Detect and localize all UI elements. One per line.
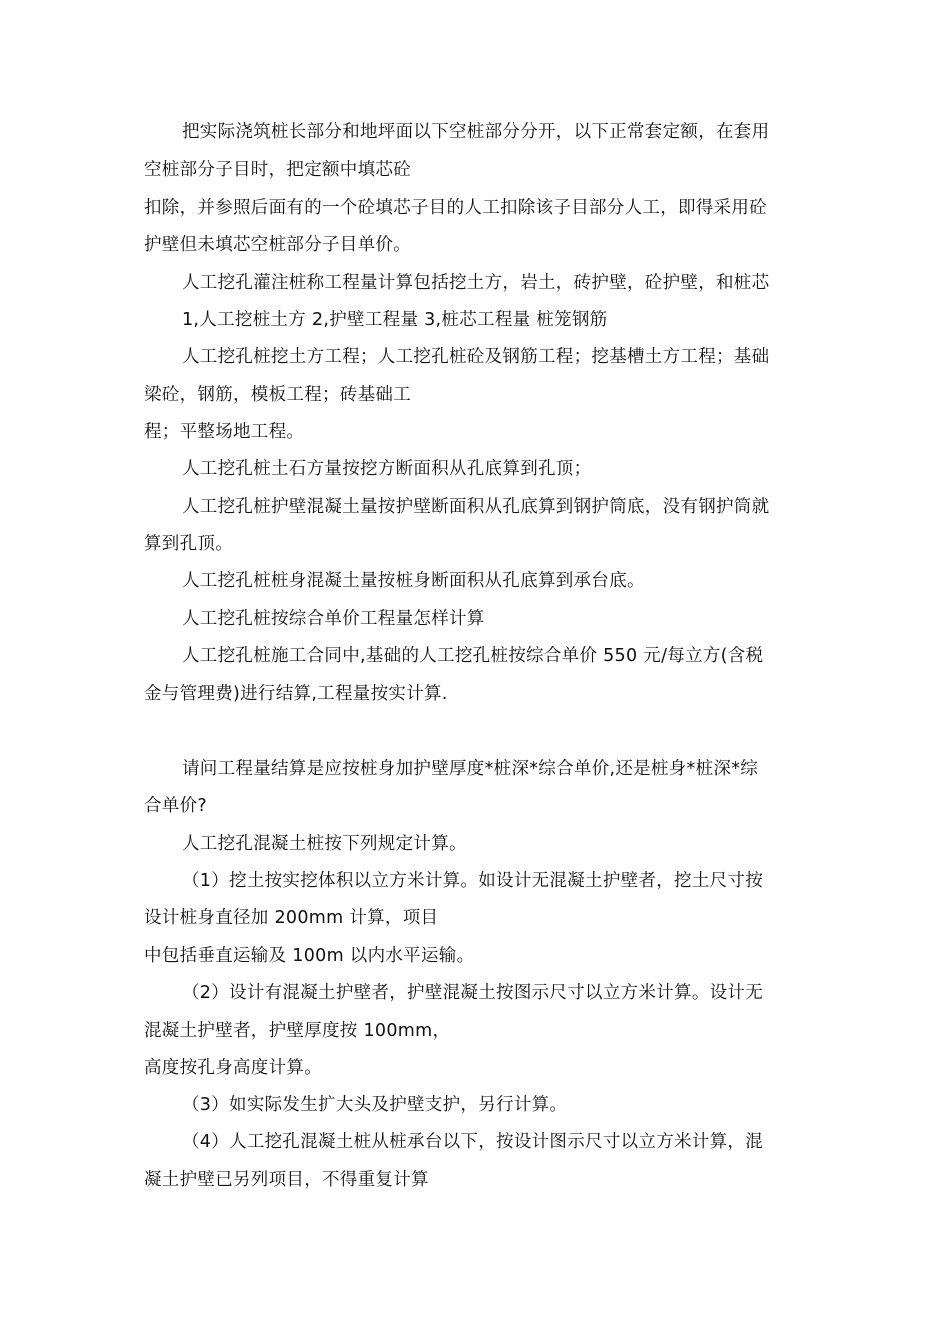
text-line: 凝土护壁已另列项目，不得重复计算 <box>144 1170 429 1190</box>
text-line: 人工挖孔桩施工合同中,基础的人工挖孔桩按综合单价 550 元/每立方(含税 <box>182 646 764 666</box>
text-line: 中包括垂直运输及 100m 以内水平运输。 <box>144 946 475 966</box>
text-line: 梁砼，钢筋，模板工程；砖基础工 <box>144 385 411 405</box>
text-line: 人工挖孔桩挖土方工程；人工挖孔桩砼及钢筋工程；挖基槽土方工程；基础 <box>182 347 770 367</box>
text-line: 1,人工挖桩土方 2,护壁工程量 3,桩芯工程量 桩笼钢筋 <box>182 310 608 330</box>
text-line: 人工挖孔桩桩身混凝土量按桩身断面积从孔底算到承台底。 <box>182 571 645 591</box>
text-line: 人工挖孔桩按综合单价工程量怎样计算 <box>182 609 485 629</box>
text-line: 空桩部分子目时，把定额中填芯砼 <box>144 160 411 180</box>
text-line: 高度按孔身高度计算。 <box>144 1058 322 1078</box>
text-line: （2）设计有混凝土护壁者，护壁混凝土按图示尺寸以立方米计算。设计无 <box>182 983 764 1003</box>
text-line: 程；平整场地工程。 <box>144 422 305 442</box>
text-line: （3）如实际发生扩大头及护壁支护，另行计算。 <box>182 1095 568 1115</box>
text-line: 算到孔顶。 <box>144 534 233 554</box>
text-line: 人工挖孔灌注桩称工程量计算包括挖土方，岩土，砖护壁，砼护壁，和桩芯 <box>182 273 770 293</box>
text-line: 护壁但未填芯空桩部分子目单价。 <box>144 235 411 255</box>
text-line: 设计桩身直径加 200mm 计算，项目 <box>144 908 439 928</box>
text-line: 金与管理费)进行结算,工程量按实计算. <box>144 684 448 704</box>
text-line: （1）挖土按实挖体积以立方米计算。如设计无混凝土护壁者，挖土尺寸按 <box>182 871 764 891</box>
text-line: （4）人工挖孔混凝土桩从桩承台以下，按设计图示尺寸以立方米计算，混 <box>182 1132 764 1152</box>
text-line: 人工挖孔混凝土桩按下列规定计算。 <box>182 834 467 854</box>
text-line: 把实际浇筑桩长部分和地坪面以下空桩部分分开，以下正常套定额，在套用 <box>182 122 770 142</box>
text-line: 人工挖孔桩土石方量按挖方断面积从孔底算到孔顶； <box>182 459 592 479</box>
text-line: 请问工程量结算是应按桩身加护壁厚度*桩深*综合单价,还是桩身*桩深*综 <box>182 759 759 779</box>
text-line: 混凝土护壁者，护壁厚度按 100mm， <box>144 1021 451 1041</box>
text-line: 人工挖孔桩护壁混凝土量按护壁断面积从孔底算到钢护筒底，没有钢护筒就 <box>182 497 770 517</box>
text-line: 合单价? <box>144 796 207 816</box>
text-line: 扣除，并参照后面有的一个砼填芯子目的人工扣除该子目部分人工，即得采用砼 <box>144 198 767 218</box>
